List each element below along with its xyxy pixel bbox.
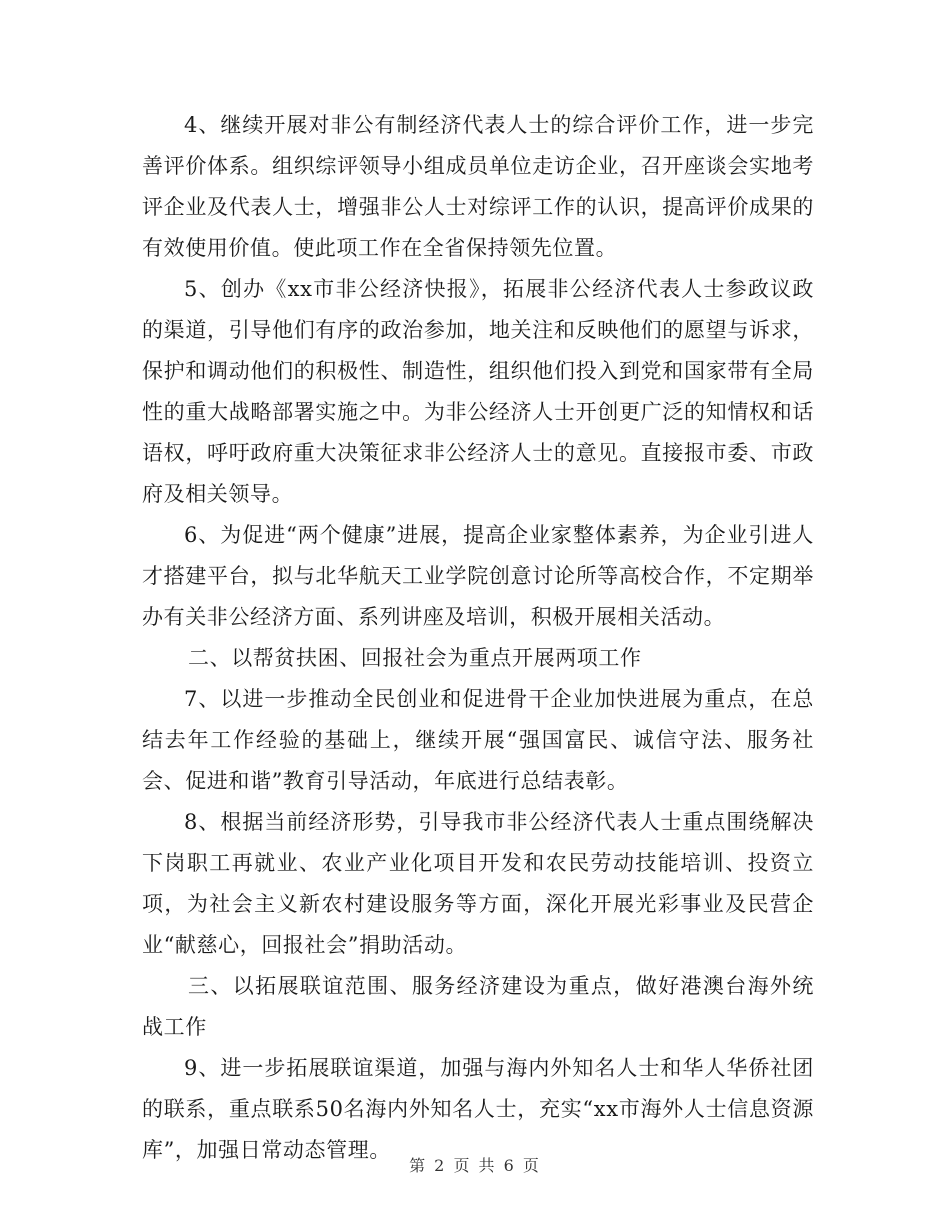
section-heading-3: 三、以拓展联谊范围、服务经济建设为重点，做好港澳台海外统战工作 — [142, 974, 814, 1039]
paragraph-item-5: 5、创办《xx市非公经济快报》，拓展非公经济代表人士参政议政的渠道，引导他们有序的政治参加，地关注和反映他们的愿望与诉求，保护和调动他们的积极性、制造性，组织他们投入到党和国家带有全局性的重大战略部署实施之中。为非公经济人士开创更广泛的知情权和话语权，呼吁政府重大决策征求非公经济人士的意见。直接报市委、市政府及相关领导。 — [142, 277, 814, 506]
paragraph-item-6: 6、为促进“两个健康”进展，提高企业家整体素养，为企业引进人才搭建平台，拟与北华航天工业学院创意讨论所等高校合作，不定期举办有关非公经济方面、系列讲座及培训，积极开展相关活动。 — [142, 523, 814, 629]
paragraph-item-9: 9、进一步拓展联谊渠道，加强与海内外知名人士和华人华侨社团的联系，重点联系50名海内外知名人士，充实“xx市海外人士信息资源库”，加强日常动态管理。 — [142, 1056, 814, 1162]
paragraph-item-7: 7、以进一步推动全民创业和促进骨干企业加快进展为重点，在总结去年工作经验的基础上，继续开展“强国富民、诚信守法、服务社会、促进和谐”教育引导活动，年底进行总结表彰。 — [142, 687, 814, 793]
paragraph-item-4: 4、继续开展对非公有制经济代表人士的综合评价工作，进一步完善评价体系。组织综评领导小组成员单位走访企业，召开座谈会实地考评企业及代表人士，增强非公人士对综评工作的认识，提高评价成果的有效使用价值。使此项工作在全省保持领先位置。 — [142, 113, 814, 260]
section-heading-2: 二、以帮贫扶困、回报社会为重点开展两项工作 — [188, 646, 642, 670]
document-body — [142, 105, 814, 1171]
paragraph-item-8: 8、根据当前经济形势，引导我市非公经济代表人士重点围绕解决下岗职工再就业、农业产业化项目开发和农民劳动技能培训、投资立项，为社会主义新农村建设服务等方面，深化开展光彩事业及民营企业“献慈心，回报社会”捐助活动。 — [142, 810, 814, 957]
page-number-footer: 第 2 页 共 6 页 — [409, 1156, 541, 1175]
